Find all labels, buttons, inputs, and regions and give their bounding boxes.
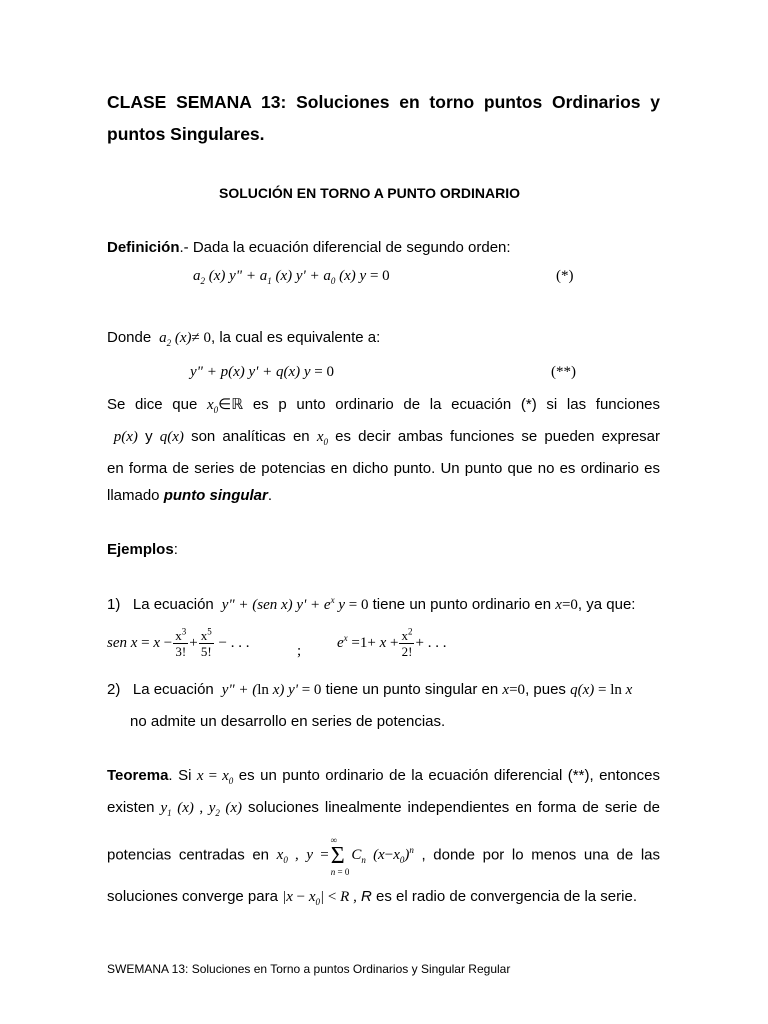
theorem-x-eq-x0: $x = x_0$ [196, 768, 234, 786]
theorem-l3-a: potencias centradas en [107, 846, 270, 864]
example-1-point: x=0 [555, 597, 578, 613]
example-2 [107, 681, 632, 699]
definition-label: Definición [107, 239, 180, 256]
def-p2-c: es decir ambas funciones se pueden expresar [335, 428, 661, 445]
def-p2-b: son analíticas en [191, 428, 310, 445]
theorem-l2-b: soluciones linealmente independientes en forma de serie de [248, 799, 660, 816]
page-footer: SWEMANA 13: Soluciones en Torno a puntos Ordinarios y Singular Regular [107, 962, 511, 976]
equation-tag-double-star: (**) [551, 364, 576, 380]
definition-paragraph-line-4 [107, 487, 272, 504]
example-1-b: tiene un punto ordinario en [372, 596, 552, 613]
theorem-series: y = ∞ Σ n = 0 $C_n$ $(x-x_0)^n$ [306, 835, 414, 877]
donde-suffix: , la cual es equivalente a: [211, 329, 381, 346]
theorem-line-2 [107, 799, 660, 817]
def-px: p(x) [107, 429, 138, 445]
def-p1-b: es p unto ordinario de la ecuación (*) si las funciones [252, 396, 660, 413]
example-2-point: x=0 [502, 682, 526, 698]
theorem-solutions: $y_1$ (x) , $y_2$ (x) [160, 800, 243, 818]
definition-paragraph-line-1 [107, 395, 660, 414]
equation-double-star: y" + p(x) y' + q(x) y = 0 [190, 364, 334, 380]
theorem-label: Teorema [107, 767, 169, 784]
example-2-number: 2) [107, 681, 121, 698]
example-1-equation: y" + (sen x) $y' + e^x$ y = 0 [217, 595, 369, 613]
donde-line [107, 329, 380, 347]
def-x0: $x_0$ [316, 429, 328, 447]
examples-colon: : [173, 541, 178, 558]
page-title-line-2: puntos Singulares. [107, 124, 265, 144]
examples-label: Ejemplos [107, 541, 174, 558]
equation-tag-star: (*) [556, 268, 574, 284]
example-2-c: , pues [525, 681, 566, 698]
def-punto-singular: punto singular [163, 487, 268, 504]
page-title-line-1: CLASE SEMANA 13: Soluciones en torno puntos Ordinarios y [107, 92, 660, 112]
theorem-l4-c: es el radio de convergencia de la serie. [376, 888, 637, 905]
definition-intro [107, 239, 511, 256]
example-2-a: La ecuación [132, 681, 214, 698]
def-qx: q(x) [159, 429, 184, 445]
definition-paragraph-line-2 [107, 428, 660, 446]
def-p4-c: . [267, 487, 273, 504]
example-2-equation: y" + (ln x) y' = 0 [217, 682, 322, 698]
example-2-b: tiene un punto singular en [325, 681, 499, 698]
theorem-l3-b: , donde por lo menos una de las [421, 846, 660, 864]
theorem-l4-a: soluciones converge para [107, 888, 278, 905]
theorem-center: $x_0$ , [276, 847, 299, 866]
example-1-a: La ecuación [132, 596, 214, 613]
definition-paragraph-line-3: en forma de series de potencias en dicho punto. Un punto que no es ordinario es [107, 460, 660, 477]
example-1-series-exp: $e^x =1+ x$ + $\frac{x^2}{2!}$ + . . . [337, 626, 447, 659]
example-1-c: , ya que: [577, 596, 636, 613]
donde-math: $a_2$ (x)≠ 0 [155, 330, 212, 348]
theorem-l2-a: existen [107, 799, 155, 816]
example-1-series-sen: sen x = x − $\frac{x^3}{3!}$ + $\frac{x^5}{5!}$ − . . . [107, 626, 250, 659]
theorem-line-1 [107, 767, 660, 785]
examples-heading [107, 541, 178, 558]
section-heading: SOLUCIÓN EN TORNO A PUNTO ORDINARIO [219, 185, 521, 201]
def-p1-a: Se dice que [107, 396, 198, 413]
theorem-l1-a: . Si [168, 767, 192, 784]
def-p2-a: y [145, 428, 153, 445]
example-2-qx: q(x) = ln x [570, 682, 633, 698]
theorem-line-4 [107, 888, 637, 906]
theorem-convergence: $|x - x_0| < R$ , [282, 889, 357, 907]
def-p4-a: llamado [107, 487, 160, 504]
theorem-line-3 [107, 835, 660, 877]
donde-prefix: Donde [107, 329, 152, 346]
theorem-l1-b: es un punto ordinario de la ecuación diferencial (**), entonces [238, 767, 660, 784]
equation-star: $a_2$ (x) y" + $a_1$ (x) $y' + a_0$ (x) y = 0 [193, 268, 390, 286]
example-2-continuation: no admite un desarrollo en series de potencias. [130, 713, 446, 730]
definition-text: .- Dada la ecuación diferencial de segundo orden: [179, 239, 511, 256]
example-1-number: 1) [107, 596, 121, 613]
def-x0-in-r: $x_0\in ℝ$ [207, 397, 244, 415]
theorem-r: R [360, 888, 372, 905]
series-separator: ; [297, 643, 302, 659]
example-1 [107, 596, 635, 614]
